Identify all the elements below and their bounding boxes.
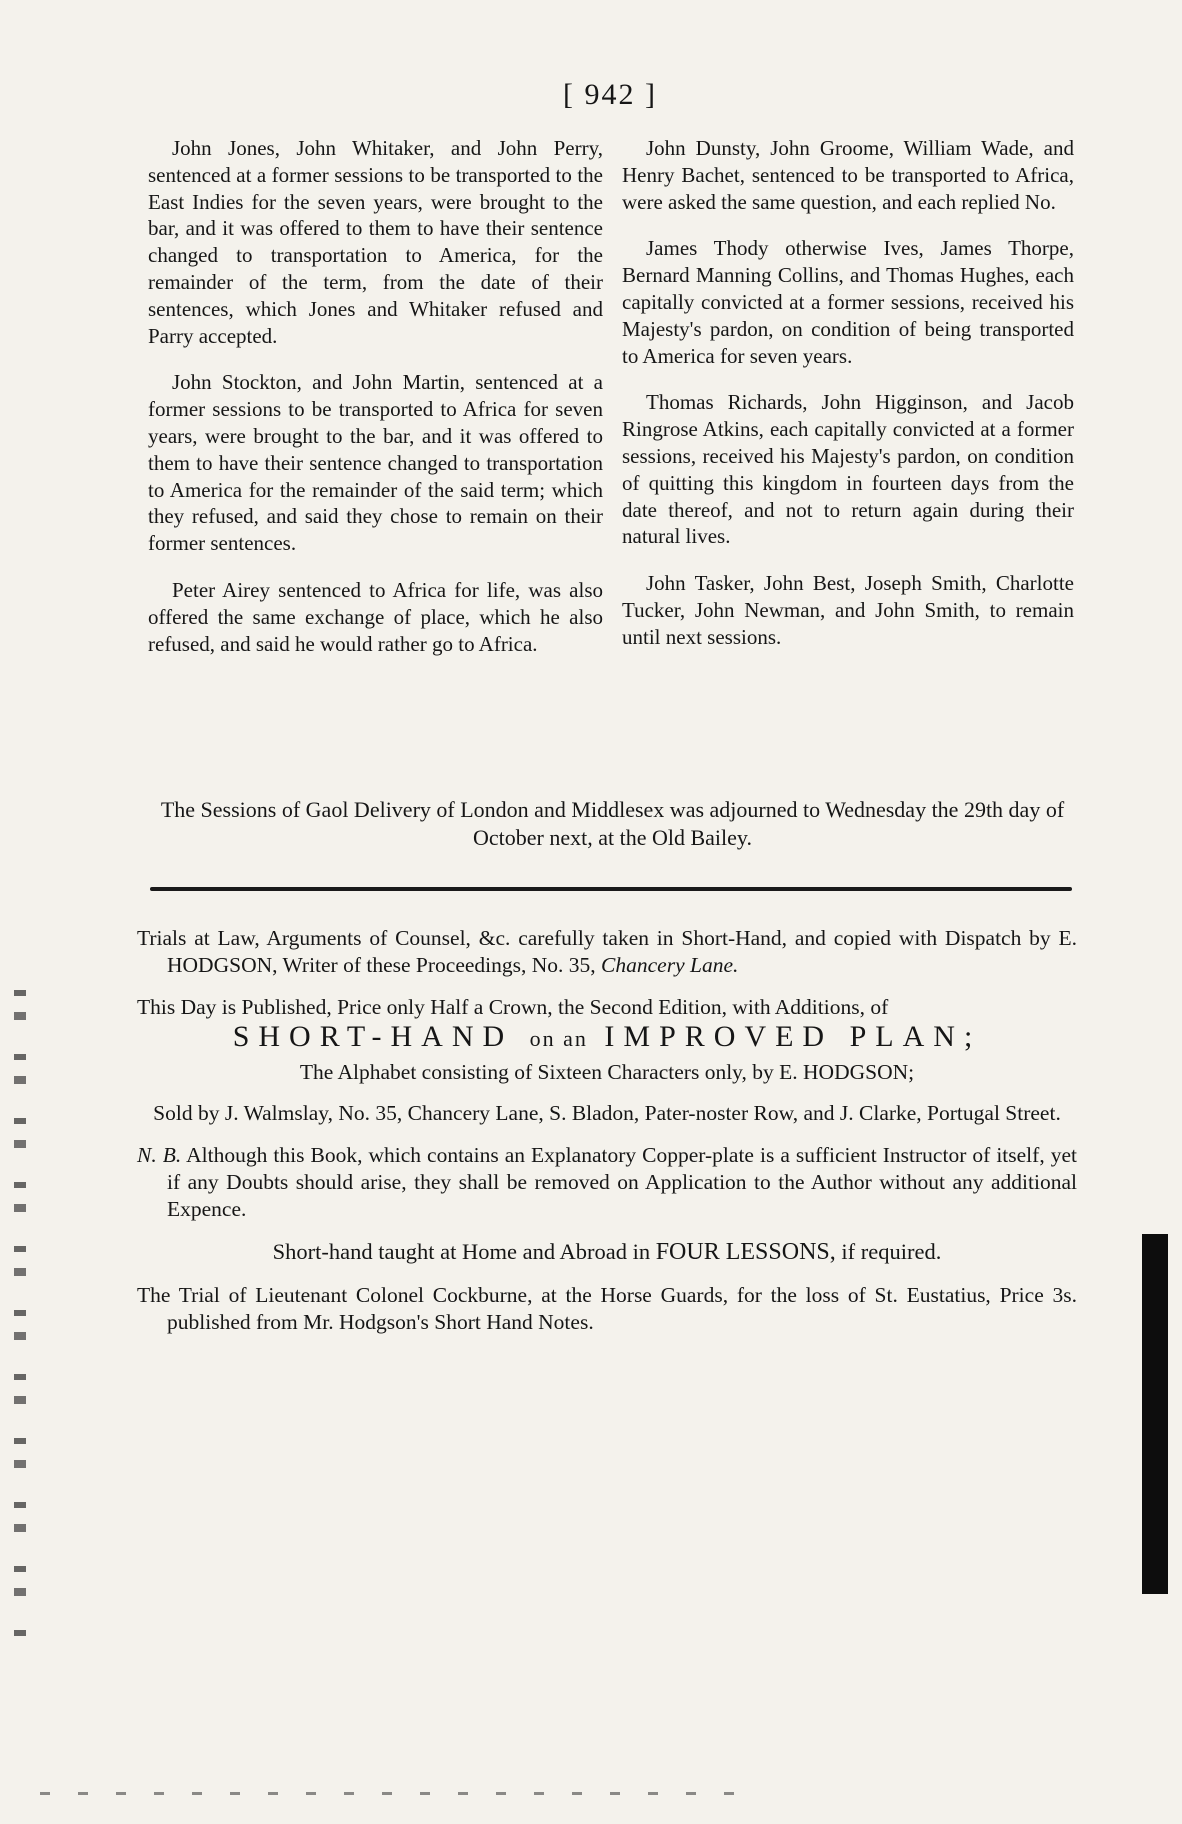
scan-bottom-specks xyxy=(40,1792,740,1795)
shorthand-title-on: on an xyxy=(529,1026,588,1051)
ad-shorthand-alphabet: The Alphabet consisting of Sixteen Characters only, by E. HODGSON; xyxy=(299,1060,915,1084)
scan-margin-marks xyxy=(14,990,26,1650)
page-number: [ 942 ] xyxy=(563,78,657,111)
left-column xyxy=(148,135,603,677)
nb-text: Although this Book, which contains an Explanatory Copper-plate is a sufficient Instructor of itself, yet if any Doubts should arise, they shall be removed on Application to the Author without any additional Expence. xyxy=(167,1143,1077,1221)
right-column xyxy=(622,135,1074,671)
paragraph-stockton-martin: John Stockton, and John Martin, sentenced at a former sessions to be transported to Africa for seven years, were brought to the bar, and it was offered to them to have their sentence changed to transportation to America for the remainder of the said term; which they refused, and said they chose to remain on their former sentences. xyxy=(148,370,603,556)
ad-shorthand-title xyxy=(137,1019,1077,1057)
section-divider xyxy=(150,887,1072,891)
lessons-pre: Short-hand taught at Home and Abroad in xyxy=(272,1239,651,1264)
ad-lessons xyxy=(137,1238,1077,1266)
advertisements xyxy=(137,925,1077,1351)
scan-edge-bar xyxy=(1142,1234,1168,1594)
paragraph-thody-thorpe: James Thody otherwise Ives, James Thorpe, Bernard Manning Collins, and Thomas Hughes, each capitally convicted at a former sessions, received his Majesty's pardon, on condition of being transported to America for seven years. xyxy=(622,236,1074,368)
nb-label: N. B. xyxy=(137,1143,182,1167)
paragraph-richards-higginson: Thomas Richards, John Higginson, and Jacob Ringrose Atkins, each capitally convicted at a former sessions, received his Majesty's pardon, on condition of quitting this kingdom in fourteen days from the date thereof, and not to return again during their natural lives. xyxy=(622,390,1074,549)
paragraph-tasker-best: John Tasker, John Best, Joseph Smith, Charlotte Tucker, John Newman, and John Smith, to remain until next sessions. xyxy=(622,571,1074,649)
ad-trials-at-law xyxy=(137,925,1077,979)
ad-sold-by: Sold by J. Walmslay, No. 35, Chancery Lane, S. Bladon, Pater-noster Row, and J. Clarke, Portugal Street. xyxy=(153,1101,1061,1125)
ad-trials-address: Chancery Lane. xyxy=(601,953,739,977)
shorthand-title-b: IMPROVED PLAN; xyxy=(604,1020,982,1053)
ad-cockburne-trial: The Trial of Lieutenant Colonel Cockburne, at the Horse Guards, for the loss of St. Eustatius, Price 3s. published from Mr. Hodgson's Short Hand Notes. xyxy=(137,1283,1077,1334)
ad-trials-text: Trials at Law, Arguments of Counsel, &c. carefully taken in Short-Hand, and copied with Dispatch by E. HODGSON, Writer of these Proceedings, No. 35, xyxy=(137,926,1077,977)
paragraph-dunsty-groome: John Dunsty, John Groome, William Wade, and Henry Bachet, sentenced to be transported to Africa, were asked the same question, and each replied No. xyxy=(622,136,1074,214)
ad-nota-bene xyxy=(137,1142,1077,1223)
paragraph-peter-airey: Peter Airey sentenced to Africa for life, was also offered the same exchange of place, which he also refused, and said he would rather go to Africa. xyxy=(148,577,603,656)
lessons-caps: FOUR LESSONS, xyxy=(655,1239,836,1265)
shorthand-title-a: SHORT-HAND xyxy=(232,1020,514,1053)
paragraph-jones-whitaker-perry: John Jones, John Whitaker, and John Perry, sentenced at a former sessions to be transported to the East Indies for the seven years, were brought to the bar, and it was offered to them to have their sentence changed to transportation to America, for the remainder of the term, from the date of their sentences, which Jones and Whitaker refused and Parry accepted. xyxy=(148,136,603,348)
adjournment-notice: The Sessions of Gaol Delivery of London and Middlesex was adjourned to Wednesday the 29th day of October next, at the Old Bailey. xyxy=(160,797,1065,850)
lessons-post: if required. xyxy=(841,1239,942,1264)
ad-shorthand-intro: This Day is Published, Price only Half a Crown, the Second Edition, with Additions, of xyxy=(137,995,889,1019)
